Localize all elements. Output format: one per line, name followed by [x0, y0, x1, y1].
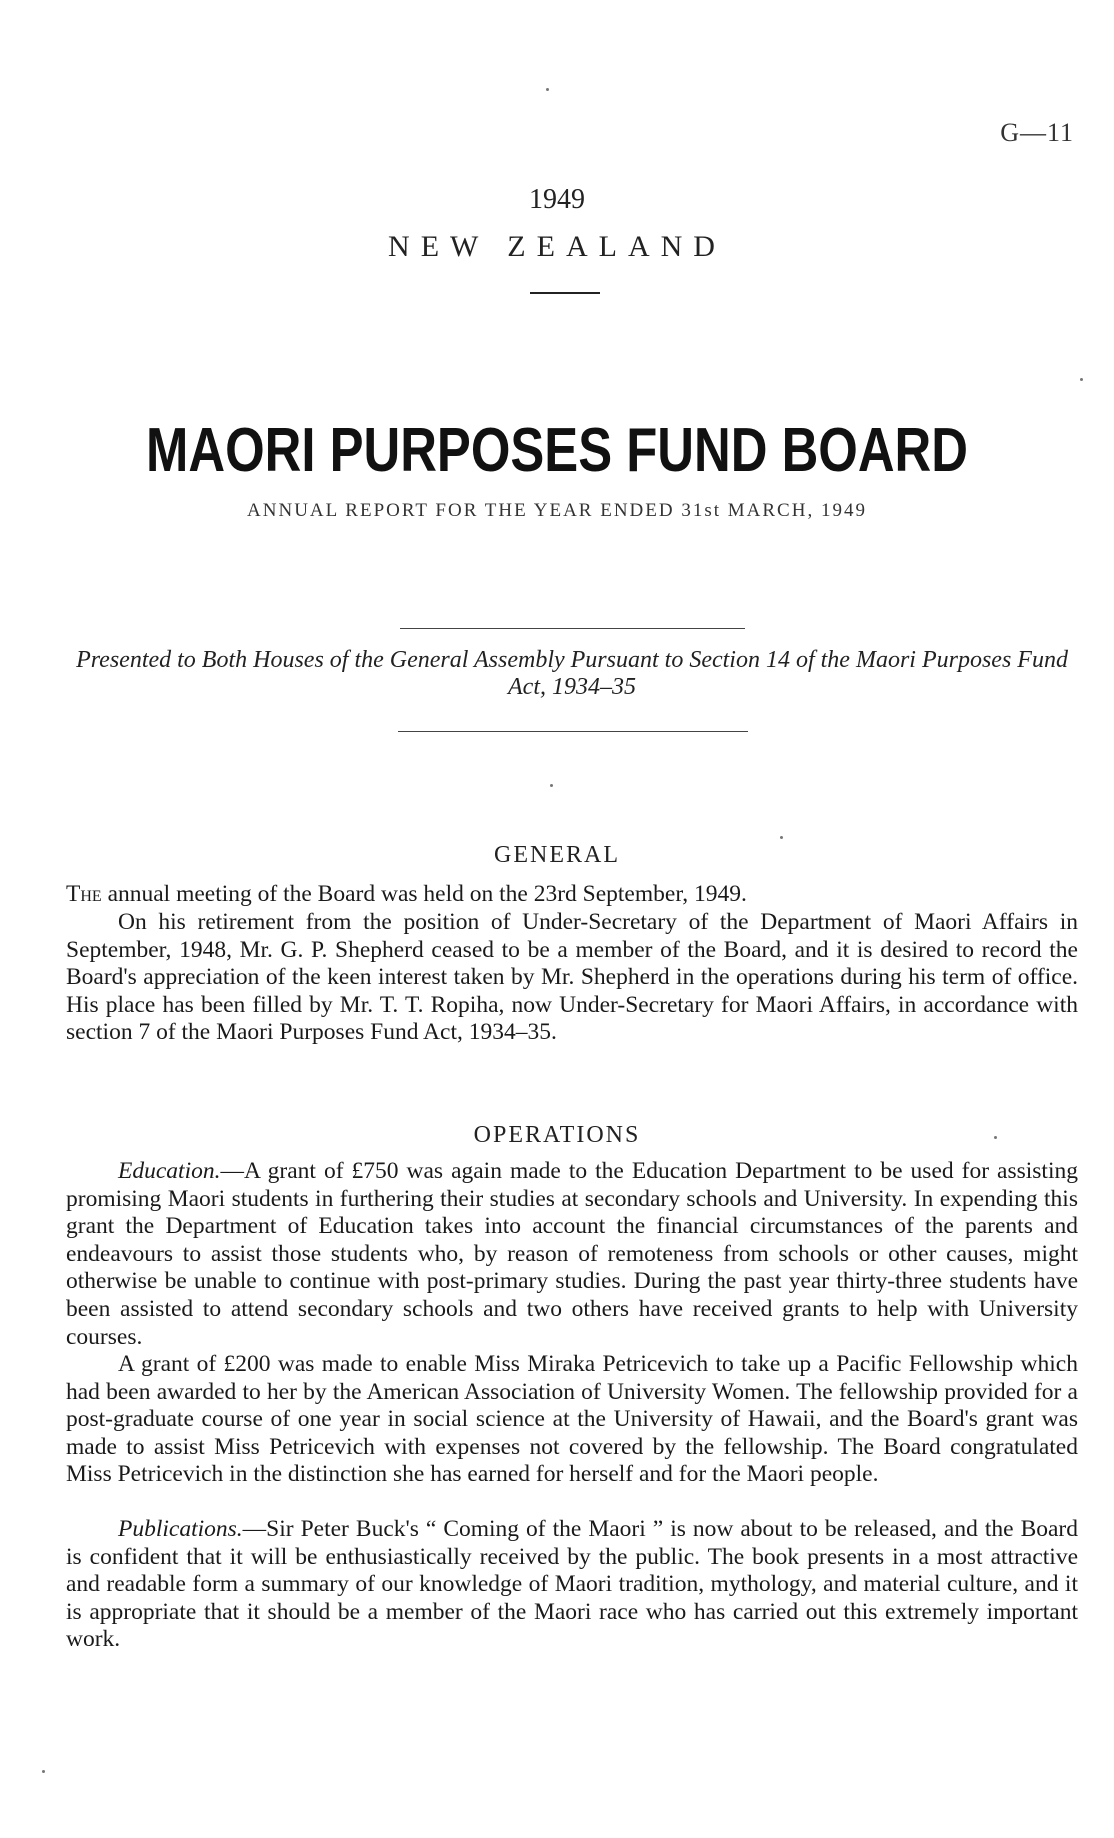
section-heading-general: GENERAL	[494, 842, 620, 868]
page-reference: G—11	[1000, 118, 1074, 147]
scan-speck	[546, 88, 549, 91]
country-heading: NEW ZEALAND	[388, 230, 726, 263]
scan-speck	[1080, 378, 1083, 381]
scan-speck	[994, 1136, 997, 1139]
divider-top	[400, 628, 745, 629]
document-title: MAORI PURPOSES FUND BOARD	[146, 416, 968, 485]
paragraph-text: On his retirement from the position of Under-Secretary of the Department of Maori Affairs in September, 1948, Mr. G. P. Shepherd ceased to be a member of the Board, and it is desired to record the Board's appreciation of the keen interest taken by Mr. Shepherd in the operations during his term of office. His place has been filled by Mr. T. T. Ropiha, now Under-Secretary for Maori Affairs, in accordance with section 7 of the Maori Purposes Fund Act, 1934–35.	[66, 909, 1078, 1046]
paragraph-annual-meeting	[66, 881, 1078, 909]
paragraph-lead-word: The	[66, 881, 102, 907]
paragraph-education	[66, 1158, 1078, 1351]
paragraph-retirement	[66, 909, 1078, 1047]
scan-speck	[42, 1770, 45, 1773]
paragraph-lead-publications: Publications.	[118, 1516, 243, 1542]
paragraph-fellowship-grant	[66, 1351, 1078, 1489]
paragraph-text: A grant of £200 was made to enable Miss Miraka Petricevich to take up a Pacific Fellowship which had been awarded to her by the American Association of University Women. The fellowship provided for a post-graduate course of one year in social science at the University of Hawaii, and the Board's grant was made to assist Miss Petricevich with expenses not covered by the fellowship. The Board congratulated Miss Petricevich in the distinction she has earned for herself and for the Maori people.	[66, 1351, 1078, 1488]
presentation-note: Presented to Both Houses of the General Assembly Pursuant to Section 14 of the Maori Purposes Fund Act, 1934–35	[76, 647, 1068, 700]
document-subtitle: ANNUAL REPORT FOR THE YEAR ENDED 31st MARCH, 1949	[247, 500, 867, 521]
scan-speck	[780, 836, 783, 839]
scan-speck	[550, 784, 553, 787]
paragraph-lead-education: Education.	[118, 1158, 221, 1184]
divider-bottom	[398, 731, 748, 732]
paragraph-publications	[66, 1516, 1078, 1654]
section-heading-operations: OPERATIONS	[473, 1122, 641, 1148]
divider-short	[530, 292, 600, 294]
paragraph-text: —Sir Peter Buck's “ Coming of the Maori ” is now about to be released, and the Board is confident that it will be enthusiastically received by the public. The book presents in a most attractive and readable form a summary of our knowledge of Maori tradition, mythology, and material culture, and it is appropriate that it should be a member of the Maori race who has carried out this extremely important work.	[66, 1516, 1078, 1653]
paragraph-text: —A grant of £750 was again made to the Education Department to be used for assisting promising Maori students in furthering their studies at secondary schools and University. In expending this grant the Department of Education takes into account the financial circumstances of the parents and endeavours to assist those students who, by reason of remoteness from schools or other causes, might otherwise be unable to continue with post-primary studies. During the past year thirty-three students have been assisted to attend secondary schools and two others have received grants to help with University courses.	[66, 1158, 1078, 1350]
paragraph-text: annual meeting of the Board was held on the 23rd September, 1949.	[101, 881, 747, 907]
report-year: 1949	[529, 184, 585, 215]
